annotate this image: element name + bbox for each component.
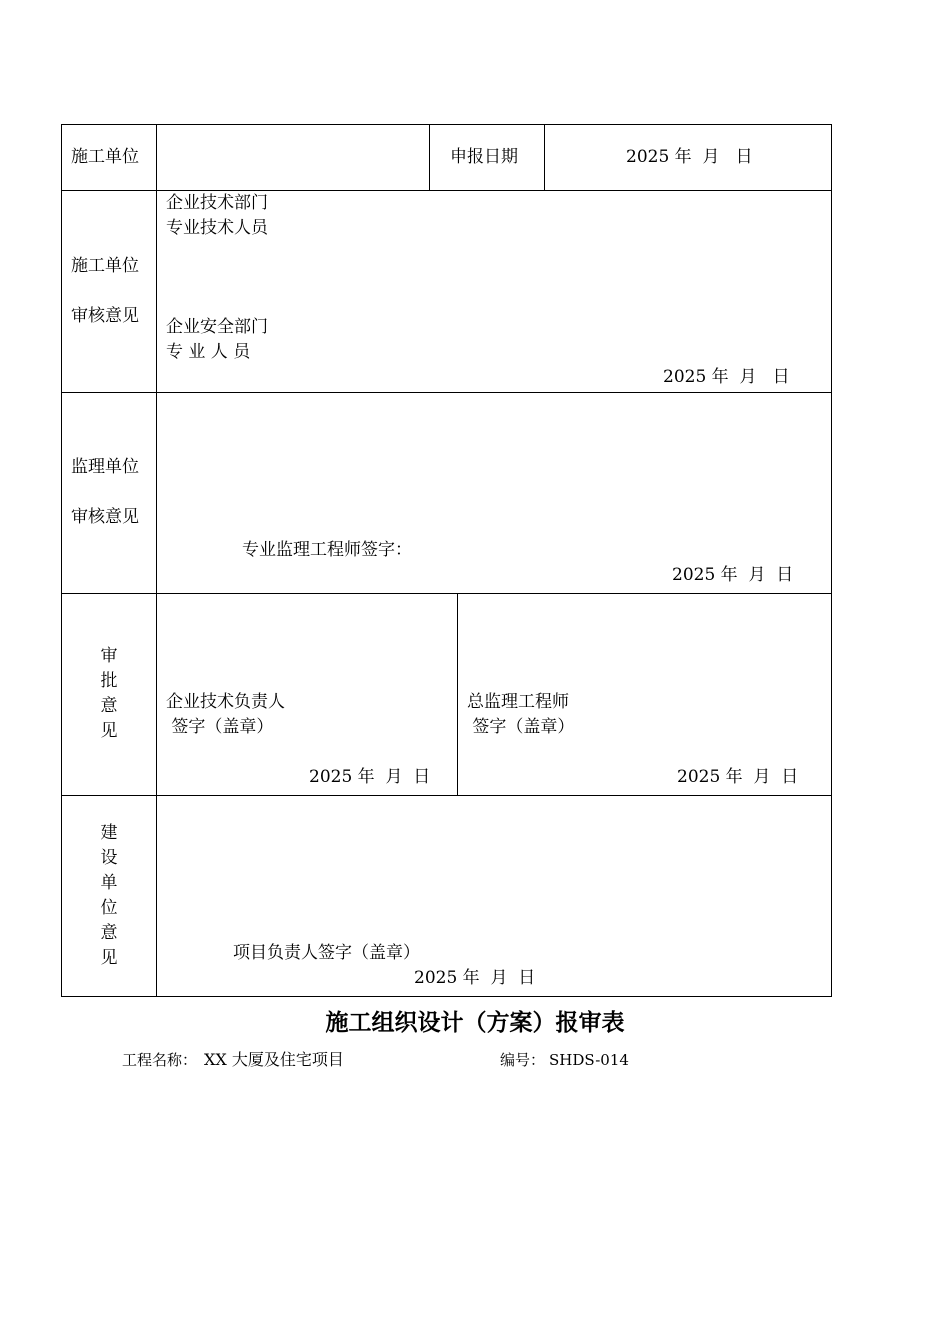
- row4-divider: [457, 593, 458, 795]
- row-divider: [61, 593, 832, 594]
- supervising-engineer-signature[interactable]: 专业监理工程师签字：: [242, 540, 412, 560]
- owner-opinion-label: 建设单位意见: [100, 823, 118, 968]
- construction-review-label: 施工单位: [71, 256, 139, 276]
- row-divider: [61, 795, 832, 796]
- chief-supervisor-date[interactable]: 2025 年 月 日: [677, 767, 799, 787]
- enterprise-approval-date[interactable]: 2025 年 月 日: [309, 767, 431, 787]
- project-lead-signature[interactable]: 项目负责人签字（盖章）: [233, 943, 420, 963]
- supervision-review-label: 审核意见: [71, 507, 139, 527]
- project-name-value: XX 大厦及住宅项目: [204, 1050, 344, 1069]
- enterprise-tech-lead-signature[interactable]: 签字（盖章）: [166, 717, 274, 737]
- owner-opinion-date[interactable]: 2025 年 月 日: [414, 968, 536, 988]
- label-column-divider: [156, 124, 157, 997]
- chief-supervisor-signature[interactable]: 签字（盖章）: [467, 717, 575, 737]
- submission-date-label: 申报日期: [450, 147, 518, 167]
- row-divider: [61, 190, 832, 191]
- enterprise-tech-lead-label: 企业技术负责人: [166, 692, 285, 712]
- table-border-top: [61, 124, 832, 125]
- document-number-label: 编号：: [500, 1051, 546, 1069]
- tech-staff-label: 专业技术人员: [166, 218, 268, 238]
- review-form-table: [61, 124, 832, 997]
- page-title: 施工组织设计（方案）报审表: [325, 1009, 625, 1036]
- project-name-label: 工程名称：: [122, 1051, 198, 1069]
- row1-divider: [429, 124, 430, 190]
- table-border-bottom: [61, 996, 832, 997]
- submission-date-value[interactable]: 2025 年 月 日: [626, 147, 753, 167]
- document-number-value: SHDS-014: [549, 1051, 629, 1069]
- approval-opinion-label: 审批意见: [100, 646, 118, 741]
- table-border-right: [831, 124, 832, 997]
- safety-staff-label: 专 业 人 员: [166, 342, 251, 362]
- chief-supervisor-label: 总监理工程师: [467, 692, 569, 712]
- row1-divider: [544, 124, 545, 190]
- construction-unit-label: 施工单位: [71, 147, 139, 167]
- table-border-left: [61, 124, 62, 997]
- supervision-review-label: 监理单位: [71, 457, 139, 477]
- construction-review-date[interactable]: 2025 年 月 日: [663, 367, 790, 387]
- safety-dept-label: 企业安全部门: [166, 317, 268, 337]
- supervision-review-date[interactable]: 2025 年 月 日: [672, 565, 794, 585]
- tech-dept-label: 企业技术部门: [166, 193, 268, 213]
- construction-review-label: 审核意见: [71, 306, 139, 326]
- row-divider: [61, 392, 832, 393]
